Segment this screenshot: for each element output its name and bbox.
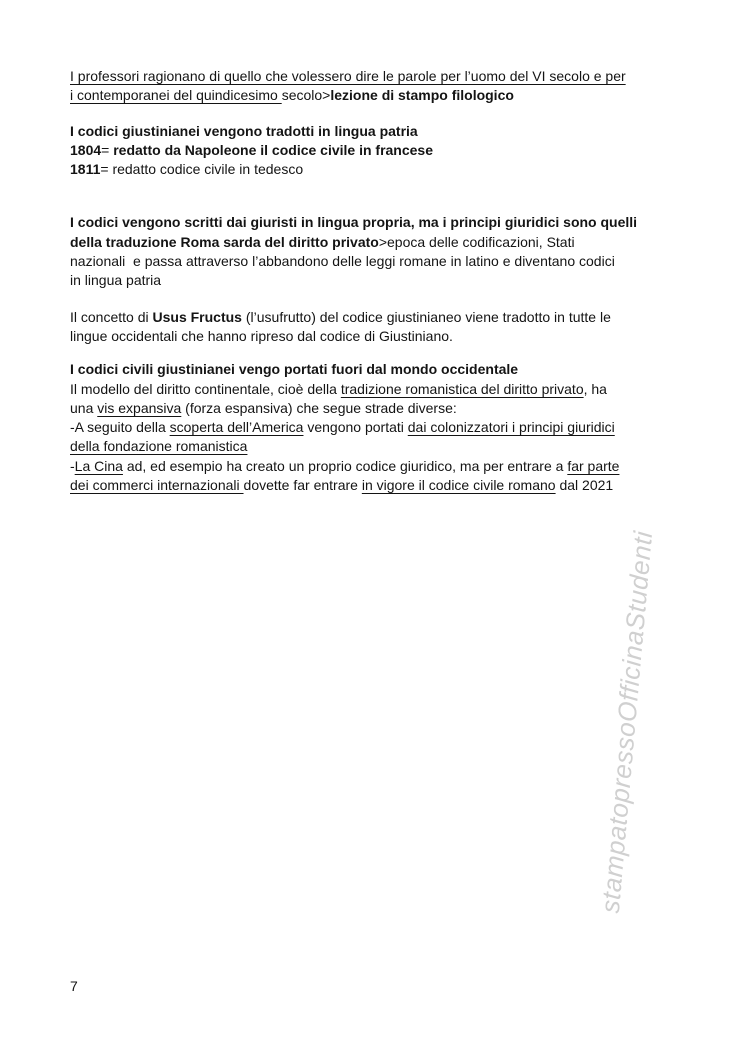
watermark-text: stampatopressoOfficinaStudenti [594,529,659,915]
text-run: = redatto codice civile in tedesco [100,161,304,178]
text-run: scoperta dell’America [169,419,304,436]
text-run: nazionali e passa attraverso l’abbandono delle leggi romane in latino e diventano codici [70,253,615,270]
text-run: = [101,141,114,158]
paragraph-codes-outside-western-world [70,360,684,495]
text-run: in vigore il codice civile romano [361,477,556,494]
text-run: - [70,457,75,474]
text-run: vengono portati [303,419,408,436]
text-run: Il modello del diritto continentale, cioè della [70,380,341,397]
text-run: una [70,399,98,416]
text-run: dei commerci internazionali [70,477,244,494]
text-run: I codici vengono scritti dai giuristi in lingua propria, ma i principi giuridici sono quelli [70,214,638,231]
text-run: I codici giustinianei vengono tradotti in lingua patria [70,122,418,139]
text-run: in lingua patria [70,272,162,289]
text-run: >epoca delle codificazioni, Stati [378,233,575,250]
text-run: 1811 [70,161,101,178]
text-run: Il concetto di [70,308,153,325]
text-run: secolo> [281,87,331,104]
text-run: tradizione romanistica del diritto privato [340,380,584,397]
text-run: (l’usufrutto) del codice giustinianeo viene tradotto in tutte le [241,308,611,325]
text-run: , ha [583,380,607,397]
text-run: della traduzione Roma sarda del diritto privato [70,233,379,250]
paragraph-codes-translated-national-language [70,122,684,180]
text-run: redatto da Napoleone il codice civile in francese [113,141,434,158]
text-run: i contemporanei del quindicesimo [70,87,282,104]
text-run: far parte [567,457,620,474]
text-run: dovette far entrare [243,477,362,494]
text-run: della fondazione romanistica [70,438,248,455]
paragraph-usus-fructus-concept [70,308,684,347]
paragraph-codes-written-by-jurists [70,213,684,290]
text-run: 1804 [70,141,102,158]
text-run: ad, ed esempio ha creato un proprio codice giuridico, ma per entrare a [122,457,568,474]
text-run: I codici civili giustinianei vengo portati fuori dal mondo occidentale [70,361,519,378]
text-run: lingue occidentali che hanno ripreso dal codice di Giustiniano. [70,327,453,344]
text-run: -A seguito della [70,419,170,436]
text-run: lezione di stampo filologico [330,87,514,104]
text-run: dal 2021 [555,477,614,494]
paragraph-professors-philological-lesson [70,67,684,106]
text-run: La Cina [74,457,123,474]
text-run: Usus Fructus [152,308,242,325]
text-run: (forza espansiva) che segue strade diverse: [181,399,457,416]
page-number: 7 [70,978,78,994]
text-run: vis expansiva [97,399,182,416]
document-body [70,67,684,495]
text-run: dai colonizzatori i principi giuridici [407,419,615,436]
text-run: I professori ragionano di quello che volessero dire le parole per l’uomo del VI secolo e per [70,68,626,84]
